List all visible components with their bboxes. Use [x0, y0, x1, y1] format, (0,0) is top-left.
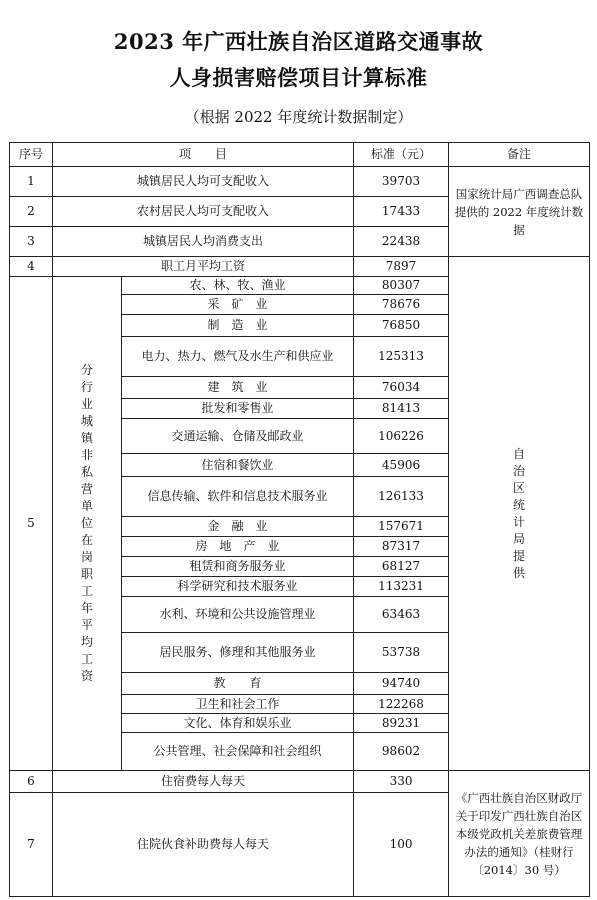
- row-seq: 6: [10, 771, 53, 793]
- industry-name: 公共管理、社会保障和社会组织: [122, 733, 354, 771]
- industry-name: 住宿和餐饮业: [122, 454, 354, 477]
- row-item: 城镇居民人均可支配收入: [53, 167, 354, 197]
- industry-value: 126133: [354, 477, 449, 517]
- row-item: 职工月平均工资: [53, 257, 354, 277]
- header-note: 备注: [449, 143, 590, 167]
- industry-value: 106226: [354, 419, 449, 454]
- industry-value: 76034: [354, 377, 449, 399]
- industry-value: 80307: [354, 277, 449, 295]
- industry-name: 批发和零售业: [122, 399, 354, 419]
- industry-name: 采 矿 业: [122, 295, 354, 315]
- industry-category-text: 分行业城镇非私营单位在岗职工年平均工资: [80, 363, 93, 683]
- industry-category: [53, 277, 122, 771]
- industry-value: 87317: [354, 537, 449, 557]
- industry-value: 94740: [354, 673, 449, 695]
- row-item: 城镇居民人均消费支出: [53, 227, 354, 257]
- row-seq: 4: [10, 257, 53, 277]
- industry-name: 科学研究和技术服务业: [122, 577, 354, 597]
- note-stats-bureau-text: 自治区统计局提供: [513, 446, 526, 580]
- row-value: 330: [354, 771, 449, 793]
- industry-name: 信息传输、软件和信息技术服务业: [122, 477, 354, 517]
- industry-name: 金 融 业: [122, 517, 354, 537]
- industry-value: 125313: [354, 337, 449, 377]
- industry-name: 租赁和商务服务业: [122, 557, 354, 577]
- row-seq: 7: [10, 793, 53, 897]
- table-row: [10, 257, 590, 277]
- document-title-line1: 2023 年广西壮族自治区道路交通事故: [113, 29, 484, 54]
- industry-name: 卫生和社会工作: [122, 695, 354, 714]
- header-seq: 序号: [10, 143, 53, 167]
- industry-value: 81413: [354, 399, 449, 419]
- row-seq: 2: [10, 197, 53, 227]
- industry-name: 居民服务、修理和其他服务业: [122, 633, 354, 673]
- table-header-row: [10, 143, 590, 167]
- industry-value: 98602: [354, 733, 449, 771]
- industry-name: 建 筑 业: [122, 377, 354, 399]
- row-seq: 5: [10, 277, 53, 771]
- industry-name: 教 育: [122, 673, 354, 695]
- row-value: 17433: [354, 197, 449, 227]
- note-travel-expense-regulation: 《广西壮族自治区财政厅关于印发广西壮族自治区本级党政机关差旅费管理办法的通知》（桂财行〔2014〕30 号）: [449, 771, 590, 897]
- row-value: 100: [354, 793, 449, 897]
- industry-value: 53738: [354, 633, 449, 673]
- industry-value: 63463: [354, 597, 449, 633]
- row-item: 住院伙食补助费每人每天: [53, 793, 354, 897]
- industry-value: 68127: [354, 557, 449, 577]
- industry-name: 制 造 业: [122, 315, 354, 337]
- row-item: 农村居民人均可支配收入: [53, 197, 354, 227]
- table-row: [10, 771, 590, 793]
- row-value: 22438: [354, 227, 449, 257]
- industry-name: 交通运输、仓储及邮政业: [122, 419, 354, 454]
- document-title-line2: 人身损害赔偿项目计算标准: [169, 65, 428, 90]
- industry-value: 113231: [354, 577, 449, 597]
- table-row: [10, 167, 590, 197]
- header-standard: 标准（元）: [354, 143, 449, 167]
- note-nbs-guangxi: 国家统计局广西调查总队提供的 2022 年度统计数据: [449, 167, 590, 257]
- note-stats-bureau: [449, 257, 590, 771]
- industry-name: 农、林、牧、渔业: [122, 277, 354, 295]
- row-value: 7897: [354, 257, 449, 277]
- document-subtitle: （根据 2022 年度统计数据制定）: [184, 108, 413, 126]
- row-value: 39703: [354, 167, 449, 197]
- industry-value: 78676: [354, 295, 449, 315]
- industry-value: 76850: [354, 315, 449, 337]
- industry-name: 水利、环境和公共设施管理业: [122, 597, 354, 633]
- header-item: 项 目: [53, 143, 354, 167]
- industry-value: 157671: [354, 517, 449, 537]
- industry-name: 电力、热力、燃气及水生产和供应业: [122, 337, 354, 377]
- row-seq: 1: [10, 167, 53, 197]
- compensation-standards-table: [9, 142, 590, 897]
- industry-name: 文化、体育和娱乐业: [122, 714, 354, 733]
- industry-value: 89231: [354, 714, 449, 733]
- row-seq: 3: [10, 227, 53, 257]
- industry-value: 122268: [354, 695, 449, 714]
- industry-name: 房 地 产 业: [122, 537, 354, 557]
- industry-value: 45906: [354, 454, 449, 477]
- row-item: 住宿费每人每天: [53, 771, 354, 793]
